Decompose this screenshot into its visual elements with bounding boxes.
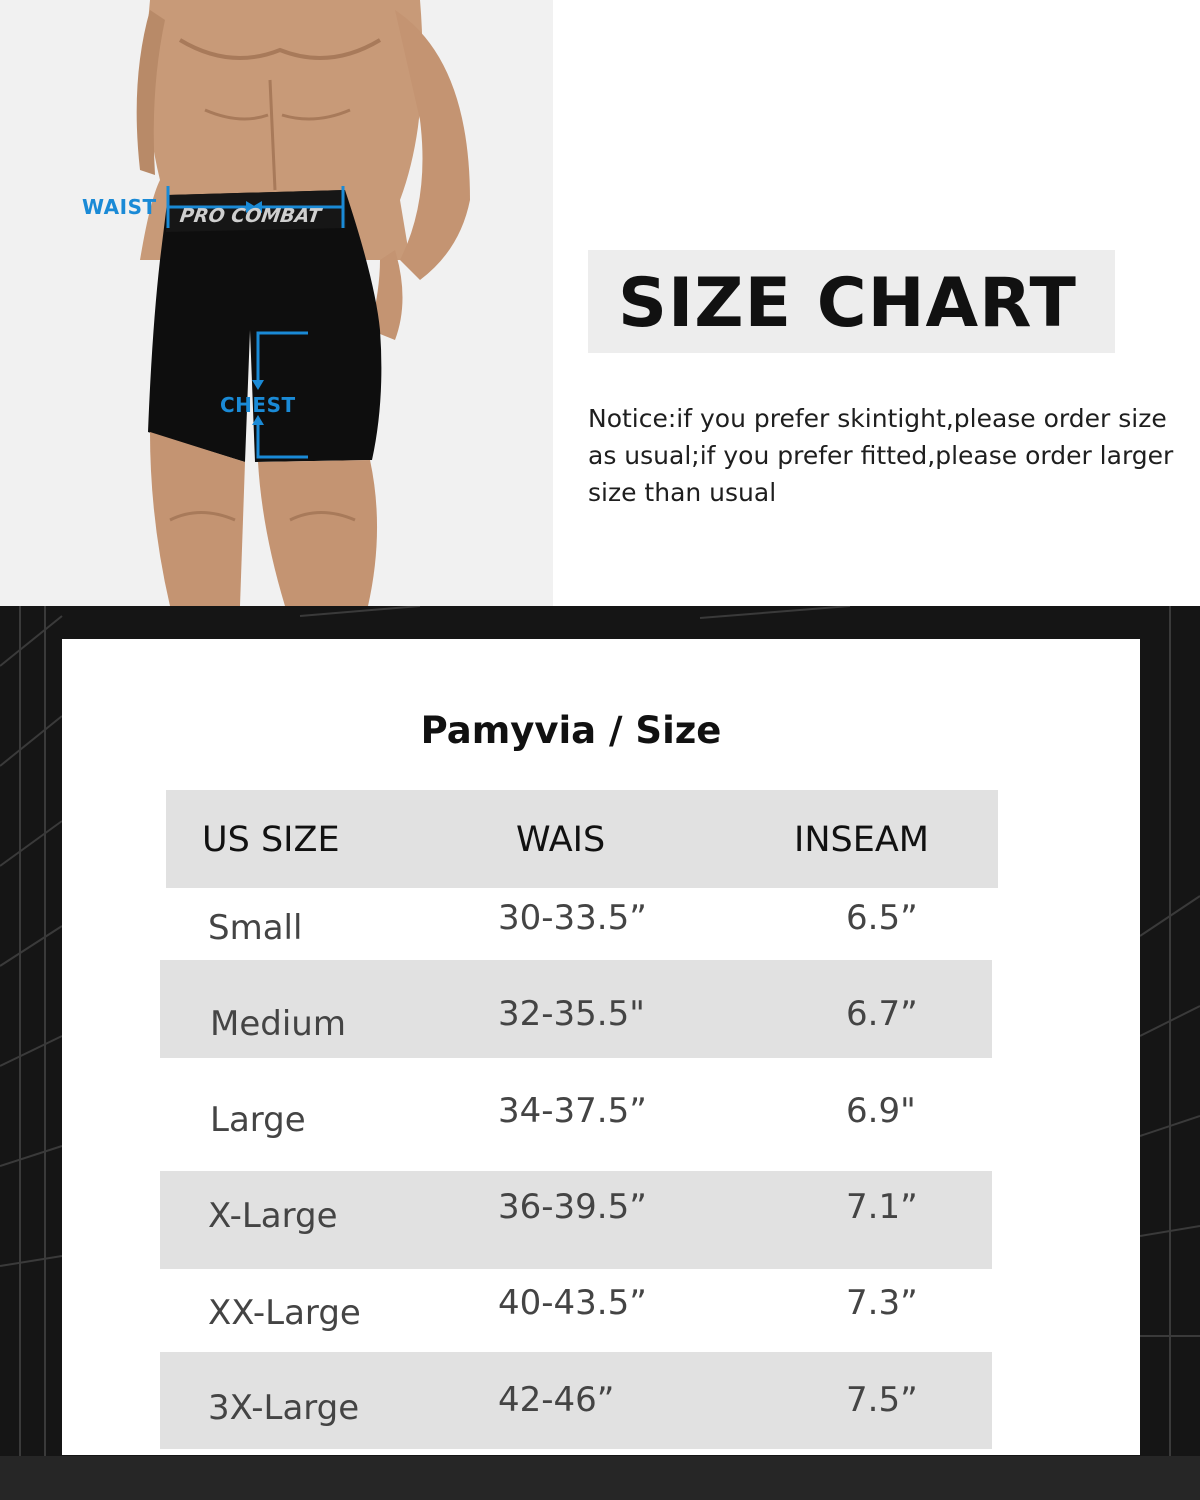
size-table-card [62,639,1140,1455]
size-cell: Small [208,908,303,948]
waistband-logo: PRO COMBAT [178,205,323,227]
table-row [160,888,992,960]
waist-label: WAIST [82,195,157,219]
table-row [160,1171,992,1269]
inseam-cell: 6.9" [846,1091,916,1131]
size-cell: Large [210,1100,306,1140]
table-row [160,1352,992,1449]
table-header-row [166,790,998,888]
model-illustration [0,0,553,606]
chest-label: CHEST [220,393,296,417]
waist-cell: 34-37.5” [498,1091,647,1131]
inseam-cell: 7.5” [846,1380,918,1420]
header-us-size: US SIZE [202,820,340,860]
table-row [160,1058,992,1171]
inseam-cell: 7.3” [846,1283,918,1323]
size-cell: Medium [210,1004,346,1044]
model-photo [0,0,553,606]
table-row [160,1269,992,1352]
size-cell: X-Large [208,1196,338,1236]
waist-cell: 36-39.5” [498,1187,647,1227]
waist-cell: 30-33.5” [498,898,647,938]
inseam-cell: 6.5” [846,898,918,938]
table-row [160,960,992,1058]
size-cell: XX-Large [208,1293,361,1333]
bottom-section [0,606,1200,1500]
size-chart-title-box [588,250,1115,353]
size-chart-title: SIZE CHART [618,264,1077,343]
table-title: Pamyvia / Size [420,709,722,752]
header-waist: WAIS [516,820,606,860]
waist-cell: 32-35.5" [498,994,645,1034]
top-section [0,0,1200,606]
header-inseam: INSEAM [794,820,929,860]
waist-cell: 40-43.5” [498,1283,647,1323]
inseam-cell: 6.7” [846,994,918,1034]
size-cell: 3X-Large [208,1388,360,1428]
inseam-cell: 7.1” [846,1187,918,1227]
waist-cell: 42-46” [498,1380,615,1420]
fit-notice: Notice:if you prefer skintight,please order size as usual;if you prefer fitted,please order larger size than usual [588,404,1174,507]
